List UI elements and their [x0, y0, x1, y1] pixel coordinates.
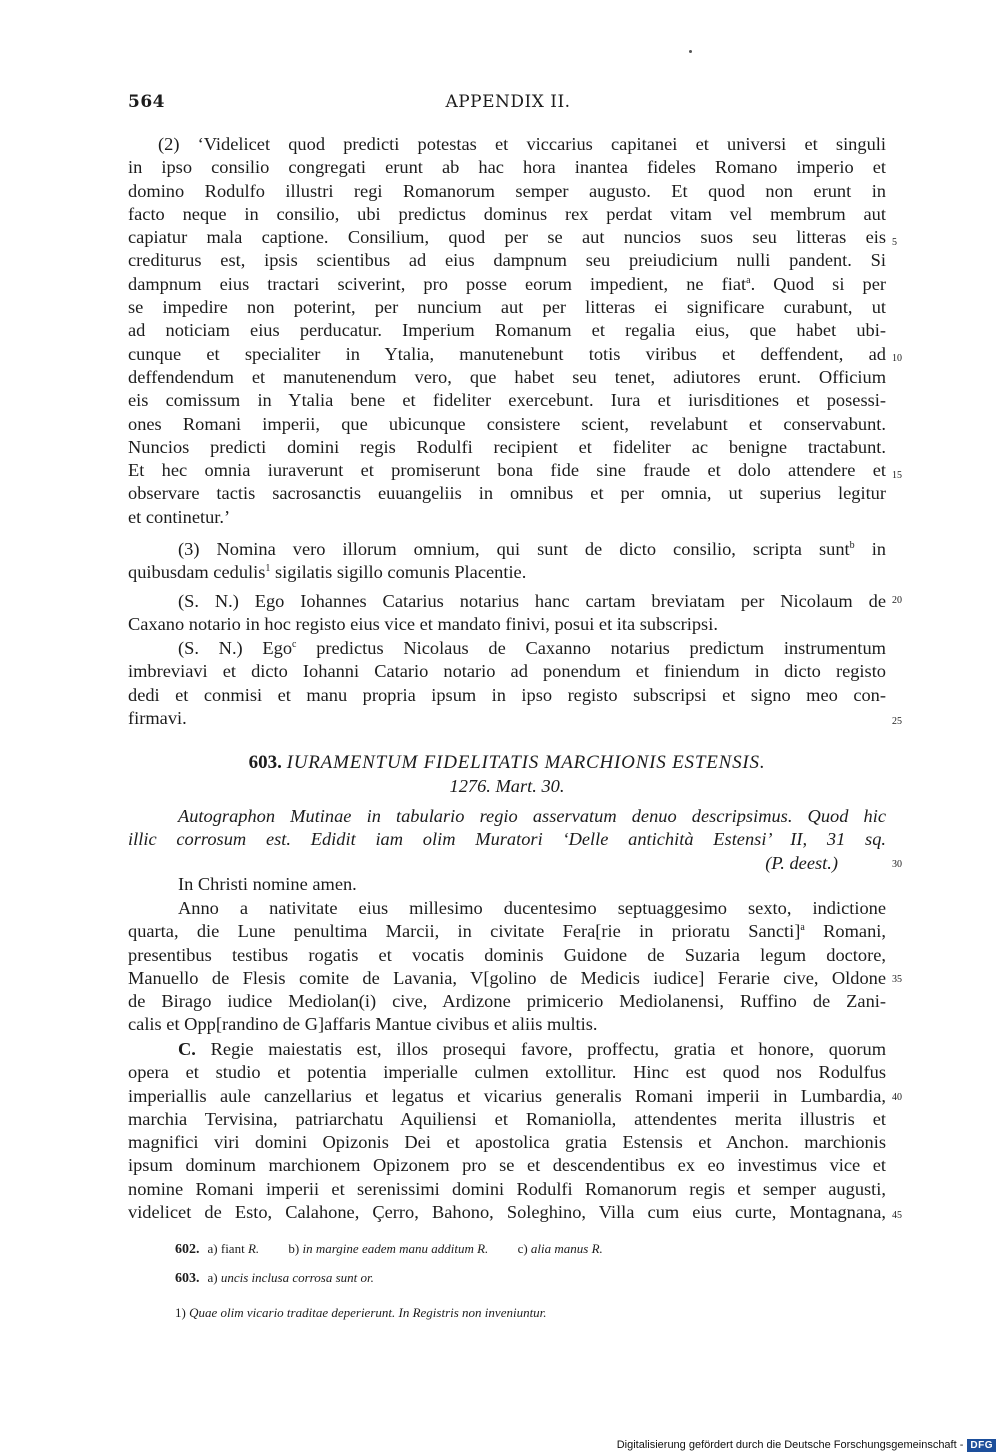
text-line: firmavi.: [128, 707, 187, 728]
margin-line-number: 45: [892, 1210, 902, 1221]
text-segment: quibusdam cedulis: [128, 562, 266, 583]
footnotes: [175, 1240, 875, 1330]
document-number: 603.: [248, 752, 282, 773]
text-line: calis et Opp[randino de G]affaris Mantue civibus et aliis multis.: [128, 1014, 598, 1035]
text-line: [128, 1038, 886, 1061]
text-line: domino Rodulfo illustri regi Romanorum semper augusto. Et quod non erunt in: [128, 180, 886, 201]
text-line: (S. N.) Ego Iohannes Catarius notarius hanc cartam breviatam per Nicolaum de: [178, 591, 886, 611]
text-segment: in: [854, 539, 887, 559]
margin-line-number: 15: [892, 470, 902, 481]
text-line: de Birago iudice Mediolan(i) cive, Ardizone primicerio Mediolanensi, Ruffino de Zani-: [128, 991, 886, 1012]
text-segment: (S. N.) Ego: [178, 638, 293, 658]
text-segment: Regie maiestatis est, illos prosequi favore, proffectu, gratia et honore, quorum: [195, 1039, 886, 1059]
text-line: Anno a nativitate eius millesimo ducentesimo septuaggesimo sexto, indictione: [178, 898, 886, 918]
margin-line-number: 10: [892, 353, 902, 364]
footnote-mark: a: [800, 922, 805, 934]
text-line: imperiallis aule canzellarius et legatus et vicarius generalis Romani imperii in Lumbardia,: [128, 1085, 886, 1106]
text-line: et continetur.’: [128, 506, 231, 527]
document-heading: [128, 752, 886, 774]
text-line: nomine Romani imperii et serenissimi domini Rodulfi Romanorum regis et semper augusti,: [128, 1178, 886, 1199]
text-line: [128, 561, 886, 584]
margin-line-number: 20: [892, 595, 902, 606]
text-line: ones Romani imperii, que ubicunque consistere scient, revelabunt et conservabunt.: [128, 413, 886, 434]
footnote-text: alia manus R.: [530, 1241, 603, 1256]
footnote-label: 602.: [175, 1242, 200, 1257]
text-segment: quarta, die Lune penultima Marcii, in civitate Fera[rie in prioratu Sancti]: [128, 921, 801, 942]
footnote-mark: a): [207, 1241, 218, 1256]
document-title: IURAMENTUM FIDELITATIS MARCHIONIS ESTENSIS.: [286, 752, 766, 773]
text-line: [128, 920, 886, 943]
footnote-603: [175, 1269, 374, 1288]
text-line: Caxano notario in hoc registo eius vice et mandato finivi, posui et ita subscripsi.: [128, 614, 718, 635]
text-line: ipsum dominum marchionem Opizonem pro se et descendentibus ex eo investimus vice et: [128, 1155, 886, 1176]
footnote-label: 603.: [175, 1271, 200, 1286]
text-line: presentibus testibus rogatis et vocatis dominis Guidone de Suzaria legum doctore,: [128, 944, 886, 965]
footnote-mark: b): [288, 1241, 300, 1256]
footnote-mark: b: [849, 539, 855, 551]
scan-speck: [689, 50, 692, 53]
footnote-mark: c): [517, 1241, 528, 1256]
margin-line-number: 5: [892, 237, 897, 248]
digitization-credit: [617, 1434, 1000, 1456]
invocation: [128, 873, 886, 896]
text-segment: predictus Nicolaus de Caxanno notarius predictum instrumentum: [296, 638, 886, 658]
initial-c: C.: [178, 1039, 196, 1059]
footnote-mark: a: [746, 274, 751, 286]
text-line: [128, 538, 886, 561]
text-line: se impedire non poterint, per nuncium aut per litteras ei significare curabunt, ut: [128, 297, 886, 318]
margin-line-number: 40: [892, 1092, 902, 1103]
text-line: marchia Tervisina, patriarchatu Aquiliensi et Romaniolla, attendentes merita illustris et: [128, 1108, 886, 1129]
text-line: ad noticiam eius perducatur. Imperium Romanum et regalia eius, que habet ubi-: [128, 320, 886, 341]
text-line: crediturus est, ipsis scientibus ad eius dampnum seu preiudicium nulli pandent. Si: [128, 250, 886, 271]
footnote-mark: 1): [175, 1305, 186, 1320]
text-line: observare tactis sacrosanctis euuangeliis in omnibus et per omnia, ut superius legitur: [128, 483, 886, 504]
dfg-logo: DFG: [967, 1439, 996, 1452]
margin-line-number: 25: [892, 716, 902, 727]
text-line: capiatur mala captione. Consilium, quod per se aut nuncios suos seu litteras eis: [128, 227, 886, 248]
footnote-mark: c: [292, 638, 297, 650]
text-line: (2) ‘Videlicet quod predicti potestas et viccarius capitanei et universi et singuli: [158, 134, 886, 154]
text-segment: . Quod si per: [750, 273, 886, 294]
text-line: opera et studio et potentia imperialle culmen extollitur. Hinc est quod nos Rodulfus: [128, 1062, 886, 1083]
footnote-text: fiant: [220, 1241, 245, 1256]
page-header: [128, 92, 888, 116]
notary-subscription-2: [128, 637, 886, 730]
text-line: [128, 273, 886, 296]
text-line: imbreviavi et dicto Iohanni Catario notario ad ponendum et finiendum in dicto registo: [128, 661, 886, 682]
footnote-1: [175, 1304, 547, 1322]
text-line: videlicet de Esto, Calahone, Çerro, Bahono, Soleghino, Villa cum eius curte, Montagnana,: [128, 1202, 886, 1223]
text-line: (P. deest.): [765, 852, 838, 873]
text-line: Autographon Mutinae in tabulario regio asservatum denuo descripsimus. Quod hic: [178, 806, 886, 826]
text-line: facto neque in consilio, ubi predictus dominus rex perdat vitam vel membrum aut: [128, 203, 886, 224]
text-line: in ipso consilio congregati erunt ab hac hora inantea fideles Romano imperio et: [128, 157, 886, 178]
text-line: Et hec omnia iuraverunt et promiserunt bona fide sine fraude et dolo attendere et: [128, 460, 886, 481]
footnote-text: Quae olim vicario traditae deperierunt. In Registris non inveniuntur.: [189, 1305, 547, 1320]
charter-paragraph-2: [128, 1038, 886, 1224]
margin-line-number: 35: [892, 974, 902, 985]
running-head: APPENDIX II.: [445, 92, 571, 112]
text-segment: (3) Nomina vero illorum omnium, qui sunt de dicto consilio, scripta sunt: [178, 539, 850, 559]
text-line: [128, 637, 886, 660]
source-note: [128, 805, 886, 875]
section-3-paragraph: [128, 538, 886, 585]
text-line: cunque et specialiter in Ytalia, manutenebunt totis viribus et deffendent, ad: [128, 343, 886, 364]
text-line: Manuello de Flesis comite de Lavania, V[golino de Medicis iudice] Ferarie cive, Oldone: [128, 967, 886, 988]
margin-line-number: 30: [892, 859, 902, 870]
page-number: 564: [128, 92, 165, 112]
footnote-siglum: R.: [247, 1241, 260, 1256]
section-2-paragraph: [128, 133, 886, 529]
charter-paragraph-1: [128, 897, 886, 1037]
footnote-mark: a): [207, 1270, 218, 1285]
document-date: 1276. Mart. 30.: [449, 776, 565, 796]
text-segment: sigilatis sigillo comunis Placentie.: [270, 562, 527, 583]
text-segment: dampnum eius tractari sciverint, pro posse eorum impedient, ne fiat: [128, 273, 747, 294]
text-line: Nuncios predicti domini regis Rodulfi recipient et fideliter ac benigne tractabunt.: [128, 436, 886, 457]
text-line: magnifici viri domini Opizonis Dei et apostolica gratia Estensis et Anchon. marchionis: [128, 1132, 886, 1153]
text-line: illic corrosum est. Edidit iam olim Muratori ‘Delle antichità Estensi’ II, 31 sq.: [128, 829, 886, 850]
text-line: deffendendum et manutenendum vero, que habet seu tenet, adiutores erunt. Officium: [128, 366, 886, 387]
text-line: eis comissum in Ytalia bene et fideliter exercebunt. Iura et iurisditiones et posessi-: [128, 390, 886, 411]
text-segment: Romani,: [804, 921, 886, 942]
footnote-text: uncis inclusa corrosa sunt or.: [220, 1270, 374, 1285]
footnote-602: [175, 1240, 603, 1259]
footnote-text: in margine eadem manu additum R.: [302, 1241, 489, 1256]
credit-text: Digitalisierung gefördert durch die Deutsche Forschungsgemeinschaft -: [616, 1439, 964, 1451]
footnote-ref: 1: [265, 563, 271, 575]
text-line: In Christi nomine amen.: [178, 874, 357, 894]
text-line: dedi et conmisi et manu propria ipsum in ipso registo subscripsi et signo meo con-: [128, 684, 886, 705]
notary-subscription-1: [128, 590, 886, 637]
